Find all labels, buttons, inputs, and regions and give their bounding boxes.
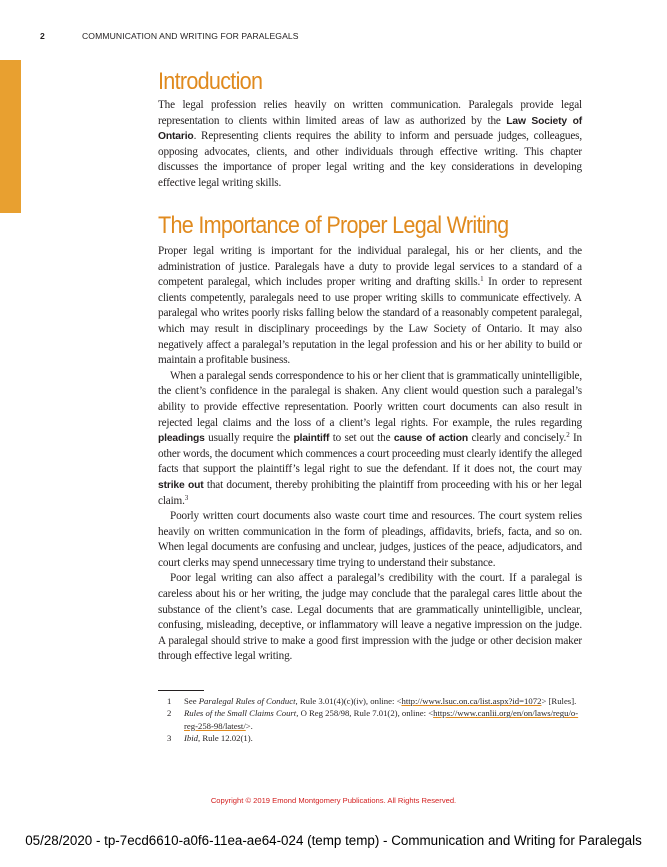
paragraph [158, 244, 582, 369]
section-heading-importance: The Importance of Proper Legal Writing [158, 212, 509, 239]
text-run: When a paralegal sends correspondence to his or her client that is grammatically unintelligible, the client’s confidence in the paralegal is shaken. Any client would question such a paralegal’s ability to provide effective representation. Poorly written court documents can also result in rejected legal claims and the loss of a client’s legal rights. For example, the rules regarding [158, 369, 582, 429]
download-stamp: 05/28/2020 - tp-7ecd6610-a0f6-11ea-ae64-024 (temp temp) - Communication and Writing for Paralegals [25, 833, 642, 848]
footnote [158, 695, 582, 707]
section-heading-introduction: Introduction [158, 68, 263, 95]
introduction-body [158, 98, 582, 192]
footnote [158, 707, 582, 732]
text-run: In order to represent clients competently, paralegals need to use proper writing skills to communicate effectively. A paralegal who writes poorly risks falling below the standard of a reasonably competent paralegal, which may result in disciplinary proceedings by the Law Society of Ontario. It may also negatively affect a paralegal’s reputation in the legal profession and his or her ability to build or maintain a profitable business. [158, 276, 582, 367]
key-term: pleadings [158, 433, 205, 445]
text-run: to set out the [329, 432, 394, 445]
citation-title: Paralegal Rules of Conduct [198, 696, 296, 706]
text-run: . Representing clients requires the ability to inform and persuade judges, colleagues, opposing advocates, clients, and other individuals through effective writing. This chapter discusses the importance of proper legal writing and the key considerations in developing effective legal writing skills. [158, 130, 582, 189]
copyright-notice: Copyright © 2019 Emond Montgomery Publications. All Rights Reserved. [210, 796, 457, 805]
paragraph: Poorly written court documents also waste court time and resources. The court system relies heavily on written communication in the form of pleadings, affidavits, briefs, facta, and so on. When legal documents are confusing and unclear, judges, justices of the peace, adjudicators, and court clerks may spend unnecessary time trying to understand their substance. [158, 510, 582, 569]
key-term: cause of action [393, 433, 469, 445]
footnote-divider [158, 690, 204, 691]
footnote-number: 3 [167, 732, 172, 743]
importance-body [158, 244, 582, 665]
text-run: In other words, the document which commences a court proceeding must clearly identify the alleged facts that support the plaintiff’s legal right to sue the defendant. If it does not, the court may [158, 432, 582, 476]
text-run: that document, thereby prohibiting the plaintiff from proceeding with his or her legal claim. [158, 478, 582, 507]
footnote-ref[interactable]: 3 [184, 493, 189, 502]
key-term: plaintiff [293, 433, 330, 445]
page-number: 2 [40, 31, 45, 41]
footnote-number: 1 [167, 696, 172, 706]
text-run: , Rule 3.01(4)(c)(iv), online: < [295, 696, 402, 706]
citation-title: Ibid [184, 732, 198, 743]
text-run: , Rule 12.02(1). [198, 732, 253, 743]
footnote-number: 2 [167, 708, 172, 719]
key-term: strike out [158, 479, 204, 491]
paragraph [158, 369, 582, 509]
footnote-ref[interactable]: 1 [480, 275, 484, 284]
text-run: Proper legal writing is important for the individual paralegal, his or her clients, and the administration of justice. Paralegals have a duty to provide legal services to a standard of a competent paralegal, which includes proper writing and drafting skills. [158, 245, 582, 289]
citation-title: Rules of the Small Claims Court [184, 708, 297, 719]
text-run: , O Reg 258/98, Rule 7.01(2), online: < [296, 708, 434, 719]
footnote [158, 732, 582, 744]
footnotes [158, 695, 582, 744]
footnote-ref[interactable]: 2 [566, 431, 570, 440]
paragraph [158, 98, 582, 192]
running-header [40, 31, 299, 41]
running-title: COMMUNICATION AND WRITING FOR PARALEGALS [82, 31, 299, 41]
text-run: The legal profession relies heavily on written communication. Paralegals provide legal representation to clients within limited areas of law as authorized by the [158, 99, 582, 127]
text-run: usually require the [204, 432, 294, 445]
chapter-accent-bar [0, 60, 21, 213]
footnote-link[interactable]: https://www.canlii.org/en/on/laws/regu/o-reg-258-98/latest/ [184, 708, 579, 731]
footnote-link[interactable]: http://www.lsuc.on.ca/list.aspx?id=1072 [401, 696, 542, 706]
paragraph: Poor legal writing can also affect a paralegal’s credibility with the court. If a paralegal is careless about his or her writing, the judge may conclude that the paralegal cares little about the substance of the client’s case. Legal documents that are grammatically unintelligible, unclear, confusing, misleading, deceptive, or inflammatory will leave a negative impression on the judge. A paralegal should strive to make a good first impression with the judge or other decision maker through effective legal writing. [158, 572, 582, 663]
text-run: clearly and concisely. [468, 432, 567, 445]
text-run: > [Rules]. [541, 696, 577, 706]
text-run: >. [245, 720, 253, 731]
text-run: See [184, 696, 199, 706]
key-term: Law Society of Ontario [158, 115, 582, 143]
